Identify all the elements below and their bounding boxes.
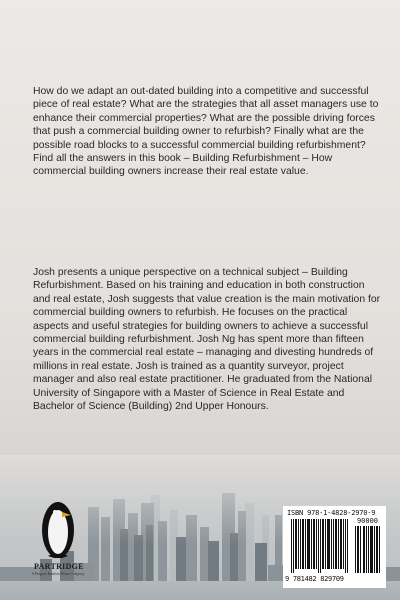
isbn-barcode <box>283 506 386 588</box>
penguin-logo-icon <box>34 496 82 560</box>
blurb-paragraph-author-bio: Josh presents a unique perspective on a technical subject – Building Refurbishment. Based on his training and education in both construction and real estate, Josh suggests that value creation is the main motivation for commercial building owners to refurbish. He focuses on the practical aspects and useful strategies for building owners to achieve a successful commercial building refurbishment. Josh Ng has spent more than fifteen years in the commercial real estate – managing and divesting hundreds of millions in real estate. Josh is trained as a quantity surveyor, project manager and also real estate practitioner. He graduated from the National University of Singapore with a Master of Science in Real Estate and Bachelor of Science (Building) 2nd Upper Honours. <box>33 267 381 413</box>
publisher-logo <box>31 496 85 578</box>
price-addon-code: 90000 <box>356 517 379 525</box>
publisher-name: PARTRIDGE <box>34 562 84 571</box>
addon-barcode-bars <box>355 526 380 573</box>
ean-digits: 9 781482 829709 <box>285 575 344 583</box>
barcode-bars <box>291 519 349 573</box>
publisher-tagline: A Penguin Random House Company <box>31 572 85 576</box>
isbn-number: ISBN 978-1-4828-2970-9 <box>287 509 376 517</box>
blurb-paragraph-questions: How do we adapt an out-dated building into a competitive and successful piece of real estate? What are the strategies that all asset managers use to enhance their commercial properties? What are the possible driving forces that push a commercial building owner to refurbish? Finally what are the possible road blocks to a successful commercial building refurbishment? Find all the answers in this book – Building Refurbishment – How commercial building owners increase their real estate value. <box>33 86 379 178</box>
